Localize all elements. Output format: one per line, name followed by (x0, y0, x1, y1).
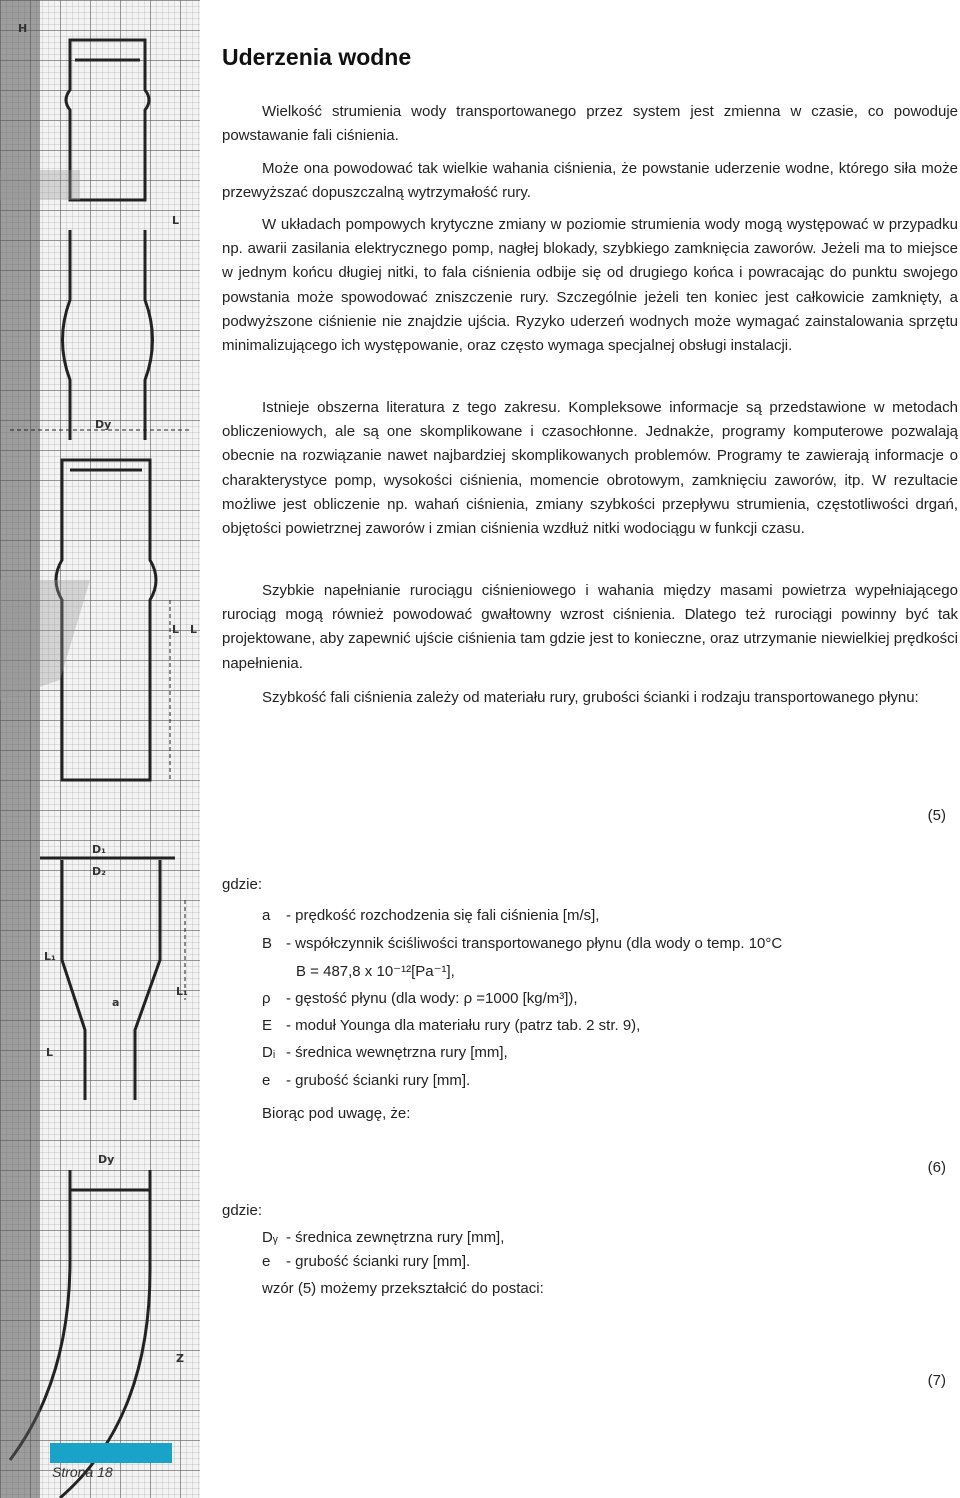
sidebar-label: H (18, 22, 28, 35)
definition-text: B = 487,8 x 10⁻¹²[Pa⁻¹], (296, 963, 455, 980)
paragraph: Może ona powodować tak wielkie wahania ciśnienia, że powstanie uderzenie wodne, którego siła może przewyższać dopuszczalną wytrzymałość rury. (222, 160, 958, 202)
sidebar-label: L₁ (44, 950, 56, 963)
sidebar-label: L (190, 623, 198, 636)
paragraph: Szybkość fali ciśnienia zależy od materiału rury, grubości ścianki i rodzaju transportowanego płynu: (262, 689, 919, 706)
where-label: gdzie: (222, 1202, 263, 1219)
definition-symbol: B (262, 935, 273, 952)
sidebar-label: L (172, 214, 180, 227)
sidebar-label: D₁ (92, 843, 106, 856)
paragraph: W układach pompowych krytyczne zmiany w poziomie strumienia wody mogą występować w przypadku np. awarii zasilania elektrycznego pomp, nagłej blokady, szybkiego zamknięcia zaworów. Jeżeli ma to miejsce w jednym końcu długiej nitki, to fala ciśnienia odbije się od drugiego końca i powracając do punktu swojego powstania może spowodować zniszczenie rury. Szczególnie jeżeli ten koniec jest całkowicie zamknięty, a podwyższone ciśnienie nie znajdzie ujścia. Ryzyko uderzeń wodnych może wymagać zainstalowania sprzętu minimalizującego ich występowanie, oraz często wymaga specjalnej obsługi instalacji. (222, 216, 958, 355)
definition-row (262, 907, 599, 924)
pipe-drawing (0, 0, 200, 1498)
definition-row (262, 1072, 470, 1089)
sidebar-label: L₁ (176, 985, 188, 998)
definition-text: - prędkość rozchodzenia się fali ciśnienia [m/s], (286, 907, 600, 924)
page-number: Strona 18 (52, 1464, 113, 1480)
sidebar-label: L (172, 623, 180, 636)
definition-row (262, 1044, 508, 1061)
sidebar-label: Dy (98, 1153, 115, 1166)
equation-number: (5) (927, 807, 946, 824)
definition-row (296, 962, 455, 980)
definition-row (262, 1017, 640, 1034)
definition-text: - grubość ścianki rury [mm]. (286, 1072, 471, 1089)
definition-text: - moduł Younga dla materiału rury (patrz tab. 2 str. 9), (286, 1017, 641, 1034)
where-label: gdzie: (222, 876, 263, 893)
technical-drawing-sidebar (0, 0, 200, 1498)
definition-symbol: ρ (262, 990, 271, 1007)
definition-text: - średnica zewnętrzna rury [mm], (286, 1229, 505, 1246)
sidebar-label: L (46, 1046, 54, 1059)
considering-text: Biorąc pod uwagę, że: (262, 1105, 411, 1122)
definition-row (262, 1253, 470, 1270)
definition-symbol: Dᵧ (262, 1229, 278, 1246)
transform-text: wzór (5) możemy przekształcić do postaci: (262, 1280, 544, 1297)
paragraph: Istnieje obszerna literatura z tego zakresu. Kompleksowe informacje są przedstawione w metodach obliczeniowych, ale są one skomplikowane i czasochłonne. Jednakże, programy komputerowe pozwalają obecnie na rozwiązanie nawet najbardziej skomplikowanych problemów. Programy te zawierają informacje o charakterystyce pomp, wysokości ciśnienia, momencie obrotowym, zamknięciu zaworów, itp. W rezultacie możliwe jest obliczenie np. wahań ciśnienia, zmiany szybkości przepływu strumienia, częstotliwości drgań, objętości powietrznej zaworów i zmian ciśnienia wzdłuż nitki wodociągu w funkcji czasu. (222, 399, 958, 538)
paragraph: Wielkość strumienia wody transportowanego przez system jest zmienna w czasie, co powoduje powstawanie fali ciśnienia. (222, 103, 958, 145)
equation-number: (6) (927, 1159, 946, 1176)
sidebar-label: Dy (95, 418, 112, 431)
definition-symbol: E (262, 1017, 273, 1034)
paragraph: Szybkie napełnianie rurociągu ciśnieniowego i wahania między masami powietrza wypełniającego rurociąg mogą również powodować gwałtowny wzrost ciśnienia. Dlatego też rurociągi powinny być tak projektowane, aby zapewnić ujście ciśnienia tam gdzie jest to konieczne, oraz utrzymanie niewielkiej prędkości napełnienia. (222, 582, 958, 672)
definition-row (262, 990, 578, 1007)
definition-symbol: Dᵢ (262, 1044, 276, 1061)
equation-number: (7) (927, 1372, 946, 1389)
definition-text: - średnica wewnętrzna rury [mm], (286, 1044, 508, 1061)
definition-row (262, 935, 782, 952)
sidebar-label: D₂ (92, 865, 106, 878)
sidebar-label: a (112, 996, 120, 1009)
definition-text: - gęstość płynu (dla wody: ρ =1000 [kg/m³]), (286, 990, 578, 1007)
definition-text: - grubość ścianki rury [mm]. (286, 1253, 471, 1270)
sidebar-label: Z (176, 1352, 184, 1365)
page-title: Uderzenia wodne (222, 44, 412, 70)
page-accent-bar (50, 1443, 172, 1463)
definition-symbol: e (262, 1253, 271, 1270)
definition-symbol: e (262, 1072, 271, 1089)
definition-row (262, 1229, 504, 1246)
definition-symbol: a (262, 907, 271, 924)
definition-text: - współczynnik ściśliwości transportowanego płynu (dla wody o temp. 10°C (286, 935, 783, 952)
